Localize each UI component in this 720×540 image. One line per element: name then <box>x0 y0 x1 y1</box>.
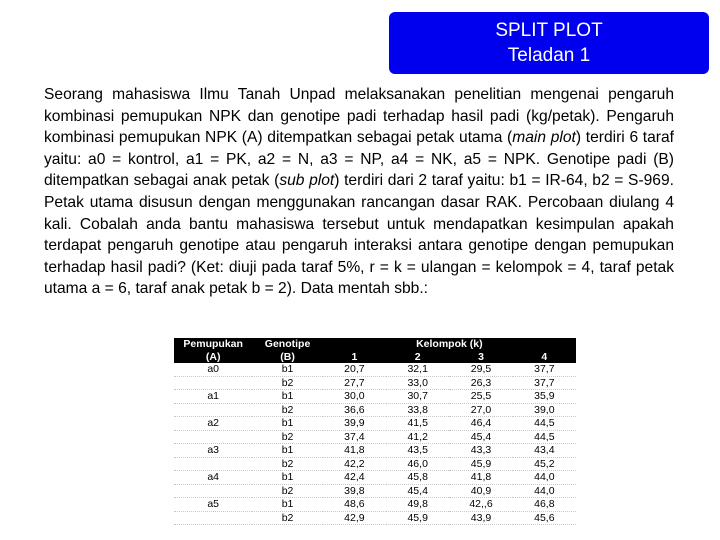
title-line-1: SPLIT PLOT <box>495 20 603 41</box>
cell-pemupukan: a2 <box>174 417 252 431</box>
table-row <box>174 430 576 444</box>
header-genotipe-code: (B) <box>252 351 322 364</box>
cell-kelompok-1: 42,9 <box>323 511 386 525</box>
cell-kelompok-3: 40,9 <box>449 484 512 498</box>
cell-genotipe: b1 <box>252 390 322 404</box>
cell-genotipe: b2 <box>252 376 322 390</box>
cell-kelompok-2: 30,7 <box>386 390 449 404</box>
table-row <box>174 511 576 525</box>
table-header-row-2 <box>174 351 576 364</box>
cell-kelompok-2: 49,8 <box>386 498 449 512</box>
cell-genotipe: b2 <box>252 484 322 498</box>
slide-title <box>389 12 709 74</box>
cell-kelompok-3: 41,8 <box>449 471 512 485</box>
cell-kelompok-3: 27,0 <box>449 403 512 417</box>
cell-genotipe: b2 <box>252 457 322 471</box>
cell-genotipe: b1 <box>252 498 322 512</box>
cell-kelompok-1: 27,7 <box>323 376 386 390</box>
cell-kelompok-2: 43,5 <box>386 444 449 458</box>
cell-pemupukan <box>174 376 252 390</box>
table-row <box>174 417 576 431</box>
cell-pemupukan <box>174 484 252 498</box>
table-row <box>174 363 576 376</box>
raw-data-table <box>174 338 576 525</box>
paragraph-italic-sub-plot: sub plot <box>279 172 335 190</box>
cell-kelompok-4: 46,8 <box>513 498 576 512</box>
cell-kelompok-3: 45,9 <box>449 457 512 471</box>
cell-kelompok-4: 43,4 <box>513 444 576 458</box>
cell-genotipe: b2 <box>252 403 322 417</box>
cell-kelompok-4: 44,0 <box>513 484 576 498</box>
paragraph-part-1: Seorang mahasiswa Ilmu Tanah Unpad melaksanakan penelitian mengenai pengaruh kombinasi pemupukan NPK dan genotipe padi terhadap hasil padi (kg/petak). Pengaruh kombinasi pemupukan NPK (A) ditempatkan sebagai petak utama ( <box>44 86 674 147</box>
cell-kelompok-3: 45,4 <box>449 430 512 444</box>
cell-genotipe: b2 <box>252 511 322 525</box>
title-line-2: Teladan 1 <box>507 45 591 66</box>
cell-kelompok-4: 44,5 <box>513 417 576 431</box>
cell-kelompok-4: 35,9 <box>513 390 576 404</box>
cell-kelompok-1: 20,7 <box>323 363 386 376</box>
table-header-row-1 <box>174 338 576 351</box>
cell-kelompok-2: 41,5 <box>386 417 449 431</box>
header-k4: 4 <box>513 351 576 364</box>
cell-kelompok-1: 42,4 <box>323 471 386 485</box>
table-row <box>174 471 576 485</box>
table-row <box>174 444 576 458</box>
cell-kelompok-1: 41,8 <box>323 444 386 458</box>
cell-kelompok-1: 42,2 <box>323 457 386 471</box>
cell-kelompok-2: 33,8 <box>386 403 449 417</box>
paragraph-italic-main-plot: main plot <box>512 129 576 147</box>
cell-kelompok-1: 37,4 <box>323 430 386 444</box>
cell-genotipe: b1 <box>252 471 322 485</box>
cell-pemupukan: a3 <box>174 444 252 458</box>
header-k3: 3 <box>449 351 512 364</box>
cell-kelompok-1: 30,0 <box>323 390 386 404</box>
table-row <box>174 484 576 498</box>
cell-kelompok-4: 44,0 <box>513 471 576 485</box>
header-k1: 1 <box>323 351 386 364</box>
table-row <box>174 390 576 404</box>
table-row <box>174 403 576 417</box>
paragraph-part-2: ) terdiri 6 taraf yaitu: a0 = kontrol, a1 = PK, a2 = N, a3 = NP, a4 = NK, a5 = NPK. Genotipe padi (B) ditempatkan sebagai anak petak ( <box>44 129 674 190</box>
cell-genotipe: b2 <box>252 430 322 444</box>
cell-kelompok-3: 46,4 <box>449 417 512 431</box>
cell-genotipe: b1 <box>252 363 322 376</box>
table-row <box>174 457 576 471</box>
cell-kelompok-3: 29,5 <box>449 363 512 376</box>
cell-kelompok-2: 41,2 <box>386 430 449 444</box>
cell-kelompok-4: 37,7 <box>513 363 576 376</box>
header-pemupukan: Pemupukan <box>174 338 252 351</box>
header-pemupukan-code: (A) <box>174 351 252 364</box>
cell-kelompok-2: 45,8 <box>386 471 449 485</box>
paragraph-part-3: ) terdiri dari 2 taraf yaitu: b1 = IR-64, b2 = S-969. Petak utama disusun dengan menggunakan rancangan dasar RAK. Percobaan diulang 4 kali. Cobalah anda bantu mahasiswa tersebut untuk mendapatkan kesimpulan apakah terdapat pengaruh genotipe atau pengaruh interaksi antara genotipe dengan pemupukan terhadap hasil padi? (Ket: diuji pada taraf 5%, r = k = ulangan = kelompok = 4, taraf petak utama a = 6, taraf anak petak b = 2). Data mentah sbb.: <box>44 172 674 298</box>
table-row <box>174 376 576 390</box>
cell-kelompok-1: 48,6 <box>323 498 386 512</box>
cell-genotipe: b1 <box>252 444 322 458</box>
header-k2: 2 <box>386 351 449 364</box>
cell-kelompok-2: 45,9 <box>386 511 449 525</box>
cell-kelompok-3: 43,9 <box>449 511 512 525</box>
cell-pemupukan: a4 <box>174 471 252 485</box>
cell-kelompok-3: 25,5 <box>449 390 512 404</box>
cell-pemupukan <box>174 457 252 471</box>
cell-pemupukan <box>174 430 252 444</box>
cell-kelompok-2: 33,0 <box>386 376 449 390</box>
cell-pemupukan: a5 <box>174 498 252 512</box>
cell-kelompok-4: 39,0 <box>513 403 576 417</box>
cell-kelompok-4: 37,7 <box>513 376 576 390</box>
cell-kelompok-2: 45,4 <box>386 484 449 498</box>
table-row <box>174 498 576 512</box>
cell-kelompok-1: 36,6 <box>323 403 386 417</box>
cell-kelompok-3: 42,,6 <box>449 498 512 512</box>
cell-kelompok-3: 43,3 <box>449 444 512 458</box>
cell-kelompok-2: 46,0 <box>386 457 449 471</box>
cell-kelompok-4: 45,2 <box>513 457 576 471</box>
problem-description <box>44 84 674 300</box>
cell-pemupukan: a0 <box>174 363 252 376</box>
cell-pemupukan: a1 <box>174 390 252 404</box>
cell-kelompok-1: 39,8 <box>323 484 386 498</box>
cell-kelompok-4: 44,5 <box>513 430 576 444</box>
header-kelompok: Kelompok (k) <box>323 338 576 351</box>
header-genotipe: Genotipe <box>252 338 322 351</box>
cell-pemupukan <box>174 511 252 525</box>
cell-kelompok-2: 32,1 <box>386 363 449 376</box>
table-body <box>174 363 576 525</box>
cell-kelompok-3: 26,3 <box>449 376 512 390</box>
cell-kelompok-4: 45,6 <box>513 511 576 525</box>
problem-paragraph <box>44 84 674 300</box>
cell-kelompok-1: 39,9 <box>323 417 386 431</box>
cell-pemupukan <box>174 403 252 417</box>
cell-genotipe: b1 <box>252 417 322 431</box>
